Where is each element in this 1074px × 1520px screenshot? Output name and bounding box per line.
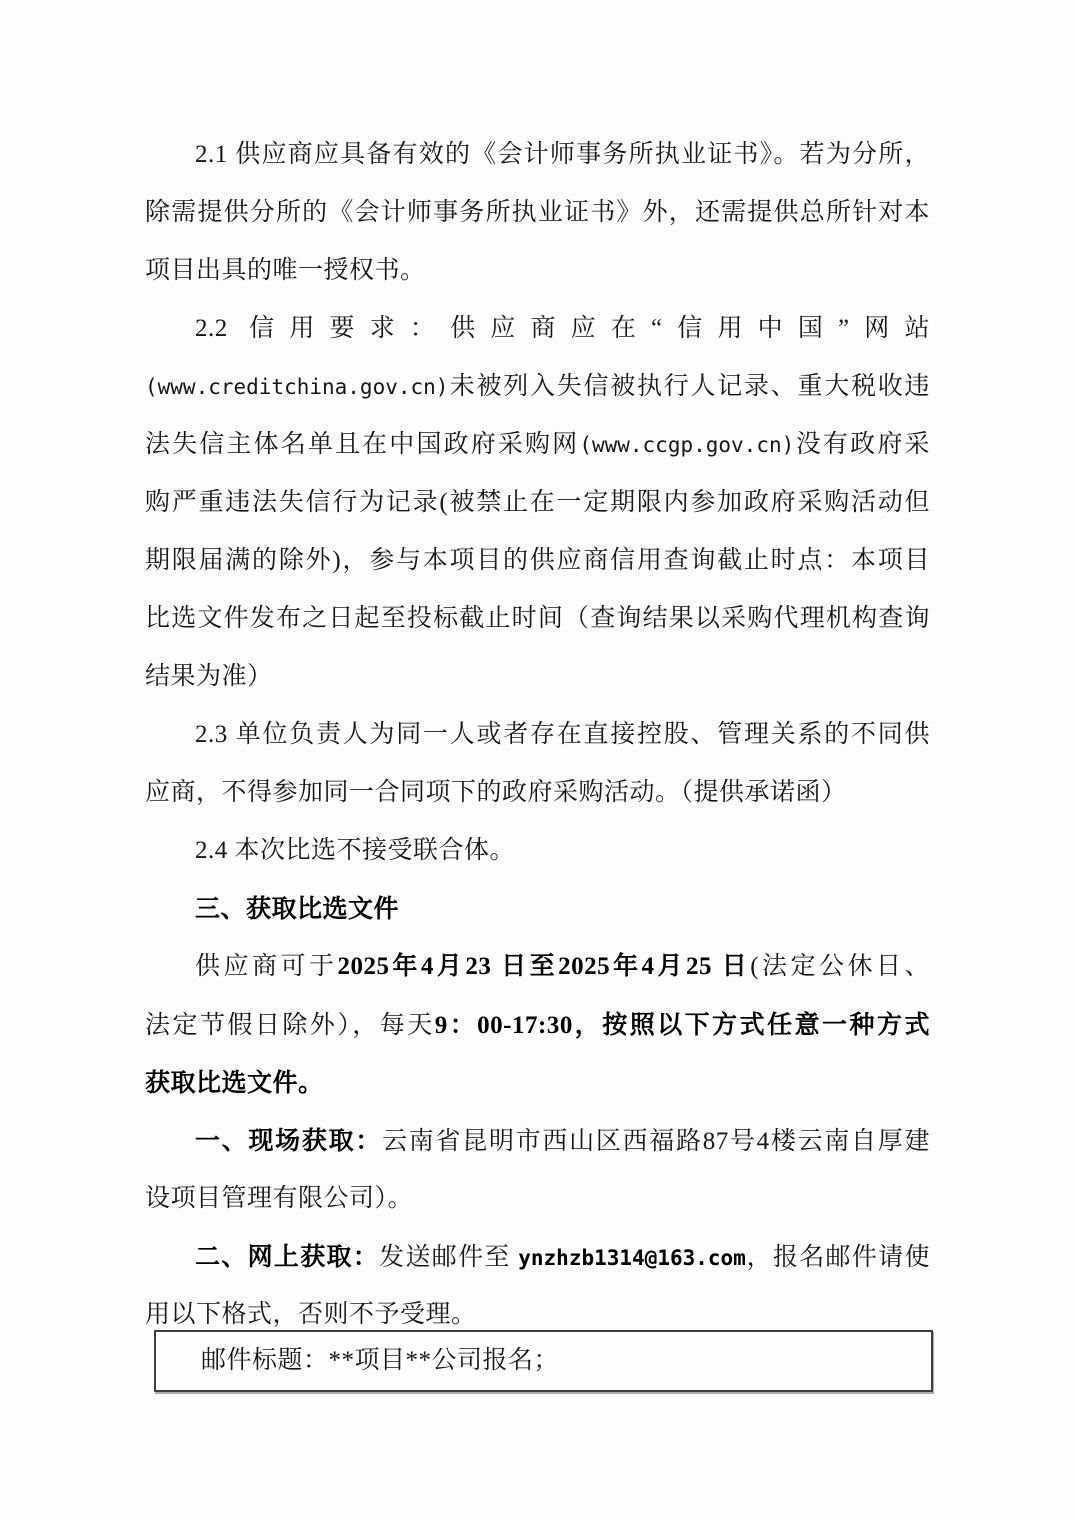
clause-2-3-line-2 [145,764,930,822]
text-segment: 结果为准） [145,663,273,690]
clause-2-4 [145,822,930,880]
section-3-line-1 [145,938,930,996]
text-segment: 没有政府采 [794,431,930,458]
clause-2-1-line-3 [145,242,930,300]
clause-2-2-line-2 [145,358,930,416]
text-segment: 2.1 供应商应具备有效的《会计师事务所执业证书》。若为分所， [195,141,930,168]
method-online-label: 二、网上获取： [195,1243,380,1271]
clause-2-2-line-6 [145,590,930,648]
text-segment: 项目出具的唯一授权书。 [145,257,426,284]
obtain-time-range: 9：00-17:30， [434,1012,603,1039]
clause-2-2-line-7 [145,648,930,706]
text-segment: 发送邮件至 [379,1244,519,1271]
email-subject-template: 邮件标题：**项目**公司报名； [201,1347,560,1374]
obtain-date-range: 2025年4月23 日至2025年4月25 日 [337,953,751,980]
section-3-line-3 [145,1054,930,1112]
paragraph-lines [145,126,930,1344]
text-segment: ，报名邮件请使 [745,1244,930,1271]
text-segment: 2.2 信用要求：供应商应在“信用中国”网站 [195,315,930,342]
text-segment: 2.3 单位负责人为同一人或者存在直接控股、管理关系的不同供 [195,721,930,748]
text-segment: 用以下格式，否则不予受理。 [145,1301,477,1328]
text-segment: 法定节假日除外），每天 [145,1012,435,1039]
text-segment: 法失信主体名单且在中国政府采购网 [145,431,580,458]
signup-email-address: ynzhzb1314@163.com [518,1246,746,1270]
creditchina-url: (www.creditchina.gov.cn) [145,375,449,399]
clause-2-1-line-1 [145,126,930,184]
email-subject-format-line [201,1346,559,1376]
clause-2-2-line-1 [145,300,930,358]
document-body [145,126,930,1392]
method-2-line-1 [145,1228,930,1286]
method-onsite-label: 一、现场获取： [195,1127,383,1155]
text-segment: 获取比选文件。 [145,1069,324,1097]
clause-2-1-line-2 [145,184,930,242]
clause-2-2-line-3 [145,416,930,474]
text-segment: 应商，不得参加同一合同项下的政府采购活动。（提供承诺函） [145,779,847,806]
section-3-line-2 [145,996,930,1054]
text-segment: 设项目管理有限公司）。 [145,1185,414,1212]
text-segment: 2.4 本次比选不接受联合体。 [195,837,516,864]
text-segment: (法定公休日、 [750,953,930,980]
text-segment: 除需提供分所的《会计师事务所执业证书》外，还需提供总所针对本 [145,199,930,226]
text-segment: 供应商可于 [195,953,338,980]
clause-2-2-line-5 [145,532,930,590]
text-segment: 比选文件发布之日起至投标截止时间（查询结果以采购代理机构查询 [145,605,930,632]
text-segment: 按照以下方式任意一种方式 [602,1011,930,1039]
text-segment: 期限届满的除外)，参与本项目的供应商信用查询截止时点：本项目 [145,547,930,574]
section-3-heading [145,880,930,938]
method-1-line-1 [145,1112,930,1170]
text-segment: 未被列入失信被执行人记录、重大税收违 [448,373,930,400]
clause-2-2-line-4 [145,474,930,532]
text-segment: 购严重违法失信行为记录(被禁止在一定期限内参加政府采购活动但 [145,489,930,516]
onsite-address: 云南省昆明市西山区西福路87号4楼云南自厚建 [382,1128,930,1155]
clause-2-3-line-1 [145,706,930,764]
method-1-line-2 [145,1170,930,1228]
ccgp-url: (www.ccgp.gov.cn) [579,433,795,457]
section-3-title: 三、获取比选文件 [195,895,400,923]
